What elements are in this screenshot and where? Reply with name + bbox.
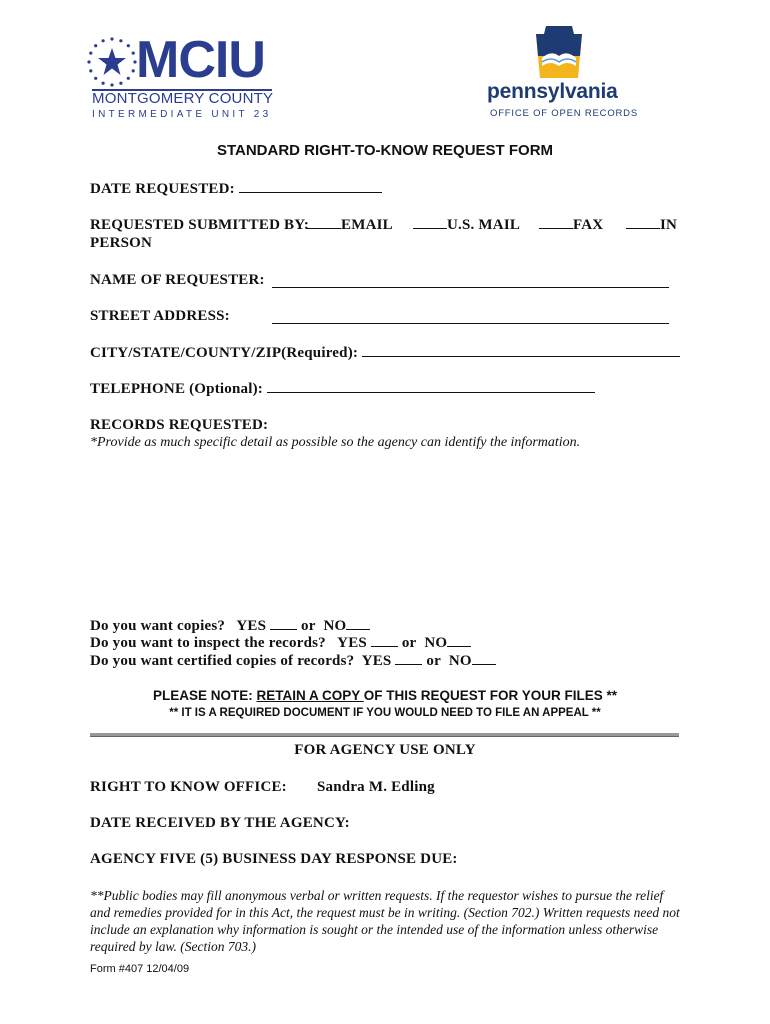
date-requested-label: DATE REQUESTED: (90, 181, 235, 197)
city-state-label: CITY/STATE/COUNTY/ZIP(Required): (90, 345, 359, 361)
person-label: PERSON (90, 235, 153, 251)
pa-wordmark: pennsylvania (487, 80, 618, 103)
inspect-no-label: NO (424, 635, 448, 651)
section-divider (90, 733, 679, 737)
submitted-by-label: REQUESTED SUBMITTED BY: (90, 217, 310, 233)
date-requested-line[interactable] (239, 181, 382, 193)
please-note-prefix: PLEASE NOTE: (152, 688, 257, 703)
copies-yes-line[interactable] (270, 618, 297, 630)
email-check-line[interactable] (307, 217, 341, 229)
telephone-line[interactable] (267, 381, 595, 393)
rtk-office-label: RIGHT TO KNOW OFFICE: (90, 779, 287, 795)
certified-question (90, 653, 496, 670)
fax-label: FAX (573, 217, 604, 233)
please-note (0, 688, 770, 703)
email-label: EMAIL (341, 217, 393, 233)
street-address-label: STREET ADDRESS: (90, 308, 230, 324)
name-of-requester-line[interactable] (272, 287, 669, 288)
inspect-question (90, 635, 471, 652)
agency-use-heading: FOR AGENCY USE ONLY (294, 742, 476, 758)
option-email[interactable] (307, 217, 393, 234)
rtk-office-value: Sandra M. Edling (317, 779, 435, 795)
inspect-question-label: Do you want to inspect the records? (90, 635, 326, 651)
street-address-line[interactable] (272, 323, 669, 324)
inspect-no-line[interactable] (447, 635, 471, 647)
certified-question-label: Do you want certified copies of records? (90, 653, 355, 669)
option-us-mail[interactable] (413, 217, 520, 234)
option-in-person[interactable] (626, 217, 677, 234)
certified-yes-label: YES (361, 653, 392, 669)
inspect-yes-line[interactable] (371, 635, 398, 647)
certified-yes-line[interactable] (395, 653, 422, 665)
footnote-text: **Public bodies may fill anonymous verbal or written requests. If the requestor wishes to pursue the relief and remedies provided for in this Act, the request must be in writing. (Section 702.) Written requests need not include an explanation why information is sought or the intended use of the information unless otherwise required by law. (Section 703.) (90, 888, 680, 954)
submitted-by-row (90, 217, 680, 257)
copies-yes-label: YES (236, 618, 267, 634)
telephone-row (90, 381, 595, 398)
mciu-wordmark: MCIU (136, 31, 265, 89)
city-state-row (90, 345, 680, 362)
mail-label: U.S. MAIL (447, 217, 521, 233)
inspect-yes-label: YES (337, 635, 367, 651)
form-title: STANDARD RIGHT-TO-KNOW REQUEST FORM (216, 142, 554, 159)
in-person-check-line[interactable] (626, 217, 660, 229)
option-fax[interactable] (539, 217, 603, 234)
certified-no-line[interactable] (472, 653, 496, 665)
date-received-label: DATE RECEIVED BY THE AGENCY: (90, 815, 350, 831)
copies-question-label: Do you want copies? (90, 618, 226, 634)
records-input-area[interactable] (90, 456, 680, 616)
mciu-county-line: MONTGOMERY COUNTY (92, 90, 274, 107)
appeal-note: ** IT IS A REQUIRED DOCUMENT IF YOU WOULD NEED TO FILE AN APPEAL ** (169, 707, 601, 719)
records-hint: *Provide as much specific detail as possible so the agency can identify the information. (90, 435, 581, 450)
name-of-requester-label: NAME OF REQUESTER: (90, 272, 265, 288)
fax-check-line[interactable] (539, 217, 573, 229)
keystone-book-icon (534, 26, 584, 80)
retain-copy-text: RETAIN A COPY (256, 688, 364, 703)
copies-or: or (301, 618, 316, 634)
certified-no-label: NO (448, 653, 472, 669)
pa-oor-logo (484, 26, 644, 122)
mciu-unit-line: INTERMEDIATE UNIT 23 (92, 109, 272, 120)
telephone-label: TELEPHONE (Optional): (90, 381, 263, 397)
date-requested-row (90, 181, 382, 198)
form-number: Form #407 12/04/09 (90, 963, 190, 975)
in-person-label: IN (660, 217, 678, 233)
copies-no-line[interactable] (346, 618, 370, 630)
star-seal-icon (86, 36, 138, 88)
city-state-line[interactable] (362, 345, 680, 357)
response-due-label: AGENCY FIVE (5) BUSINESS DAY RESPONSE DUE: (90, 851, 458, 867)
copies-question (90, 618, 370, 635)
mail-check-line[interactable] (413, 217, 447, 229)
please-note-suffix: OF THIS REQUEST FOR YOUR FILES ** (363, 688, 618, 703)
mciu-logo (86, 31, 276, 124)
certified-or: or (426, 653, 441, 669)
records-requested-label: RECORDS REQUESTED: (90, 417, 269, 433)
pa-subtitle: OFFICE OF OPEN RECORDS (490, 108, 638, 119)
copies-no-label: NO (323, 618, 347, 634)
inspect-or: or (401, 635, 417, 651)
